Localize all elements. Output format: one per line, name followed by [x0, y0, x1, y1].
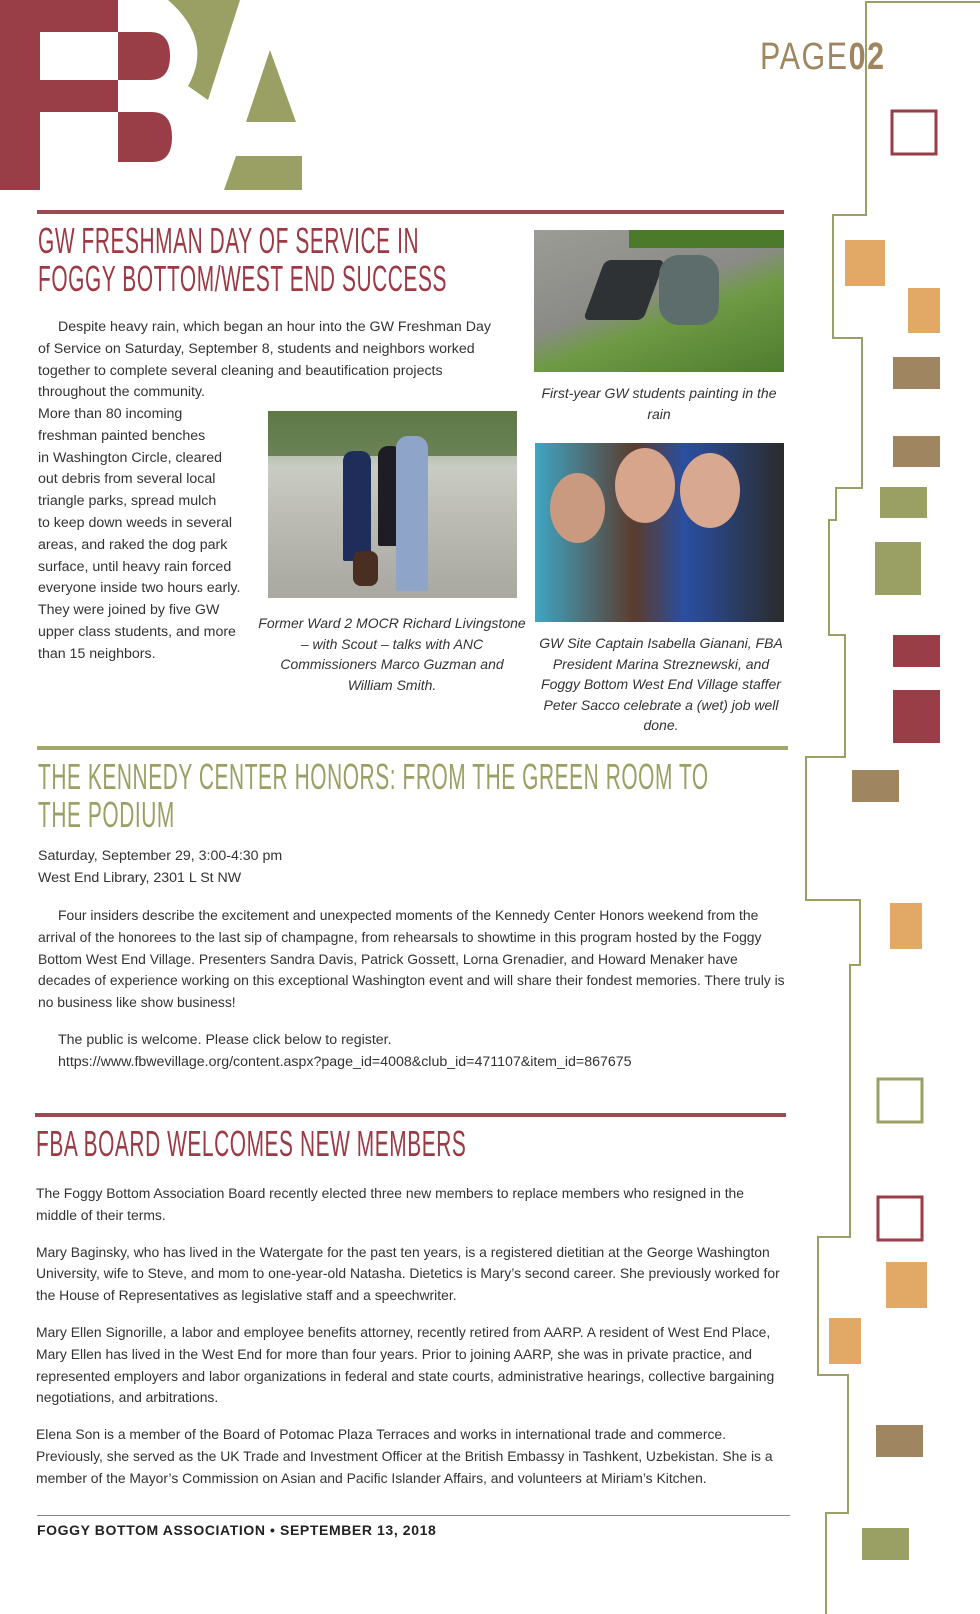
text-line: surface, until heavy rain forced — [38, 558, 232, 575]
photo-site-captain-celebrate — [535, 443, 784, 622]
text-line: upper class students, and more — [38, 623, 236, 640]
title-line: FBA BOARD WELCOMES NEW MEMBERS — [36, 1123, 467, 1164]
photo-caption: GW Site Captain Isabella Gianani, FBA President Marina Streznewski, and Foggy Bottom West End Village staffer Peter Sacco celebrate a (wet) job well done. — [539, 635, 783, 733]
article-title — [36, 1125, 466, 1163]
paragraph: Elena Son is a member of the Board of Potomac Plaza Terraces and works in international trade and commerce. Previously, she served as the UK Trade and Investment Officer at the British Embassy in Tashkent, Uzbekistan. She is a member of the Mayor’s Commission on Asian and Pacific Islander Affairs, and volunteers at Miriam’s Kitchen. — [36, 1426, 773, 1486]
text-line: They were joined by five GW — [38, 602, 220, 619]
paragraph: Mary Baginsky, who has lived in the Watergate for the past ten years, is a registered dietitian at the George Washington University, wife to Steve, and mom to one-year-old Natasha. Dietetics is Mary’s second career. She previously worked for the House of Representatives as legislative staff and a speechwriter. — [36, 1243, 780, 1304]
text-line: triangle parks, spread mulch — [38, 493, 217, 510]
text-line: to keep down weeds in several — [38, 514, 233, 531]
article-column — [38, 404, 263, 666]
article-body — [36, 1183, 786, 1490]
paragraph: The Foggy Bottom Association Board recently elected three new members to replace members who resigned in the middle of their terms. — [36, 1185, 745, 1223]
photo-caption: First-year GW students painting in the rain — [541, 385, 777, 422]
event-location: West End Library, 2301 L St NW — [38, 869, 242, 886]
title-line: FOGGY BOTTOM/WEST END SUCCESS — [38, 258, 447, 299]
photo-livingstone-scout — [268, 411, 517, 598]
article-title — [38, 758, 709, 834]
event-details — [38, 846, 778, 890]
decorative-sidebar — [790, 0, 980, 1614]
section-divider — [35, 1113, 786, 1117]
register-block — [58, 1030, 798, 1074]
footer-text: FOGGY BOTTOM ASSOCIATION • SEPTEMBER 13, 2018 — [37, 1522, 437, 1538]
photo-students-painting — [534, 230, 784, 372]
title-line: THE KENNEDY CENTER HONORS: FROM THE GREEN ROOM TO — [38, 756, 709, 797]
register-text: The public is welcome. Please click below to register. — [58, 1032, 392, 1048]
title-line: THE PODIUM — [38, 794, 175, 835]
article-intro: Despite heavy rain, which began an hour into the GW Freshman Day of Service on Saturday, September 8, students and neighbors worked together to complete several cleaning and beautification projects throughout the community. — [38, 319, 491, 401]
photo-caption: Former Ward 2 MOCR Richard Livingstone – with Scout – talks with ANC Commissioners Marco Guzman and William Smith. — [258, 615, 526, 693]
text-line: out debris from several local — [38, 471, 216, 488]
text-line: in Washington Circle, cleared — [38, 449, 222, 466]
page-label: PAGE — [760, 36, 849, 78]
footer-divider — [37, 1515, 790, 1516]
page-number-value: 02 — [848, 36, 886, 78]
fba-logo — [0, 0, 320, 200]
text-line: freshman painted benches — [38, 427, 206, 444]
section-divider — [37, 210, 784, 214]
paragraph: Mary Ellen Signorille, a labor and employee benefits attorney, recently retired from AARP. A resident of West End Place, Mary Ellen has lived in the West End for more than four years. Prior to joining AARP, she was in private practice, and represented employers and labor organizations in federal and state courts, administrative hearings, collective bargaining negotiations, and arbitrations. — [36, 1323, 775, 1406]
text-line: areas, and raked the dog park — [38, 536, 228, 553]
article-paragraph: Four insiders describe the excitement and unexpected moments of the Kennedy Center Honors weekend from the arrival of the honorees to the last sip of champagne, from rehearsals to showtime in this program hosted by the Foggy Bottom West End Village. Presenters Sandra Davis, Patrick Gossett, Lorna Grenadier, and Howard Menaker have decades of experience working on this exceptional Washington event and will share their fondest memories. There truly is no business like show business! — [38, 907, 785, 1011]
text-line: than 15 neighbors. — [38, 645, 156, 662]
title-line: GW FRESHMAN DAY OF SERVICE IN — [38, 220, 420, 261]
register-link[interactable]: https://www.fbwevillage.org/content.aspx?page_id=4008&club_id=471107&item_id=867675 — [58, 1053, 632, 1070]
article-title — [38, 222, 447, 298]
section-divider — [37, 746, 788, 750]
text-line: everyone inside two hours early. — [38, 580, 241, 597]
text-line: More than 80 incoming — [38, 406, 183, 422]
event-date: Saturday, September 29, 3:00-4:30 pm — [38, 848, 283, 864]
